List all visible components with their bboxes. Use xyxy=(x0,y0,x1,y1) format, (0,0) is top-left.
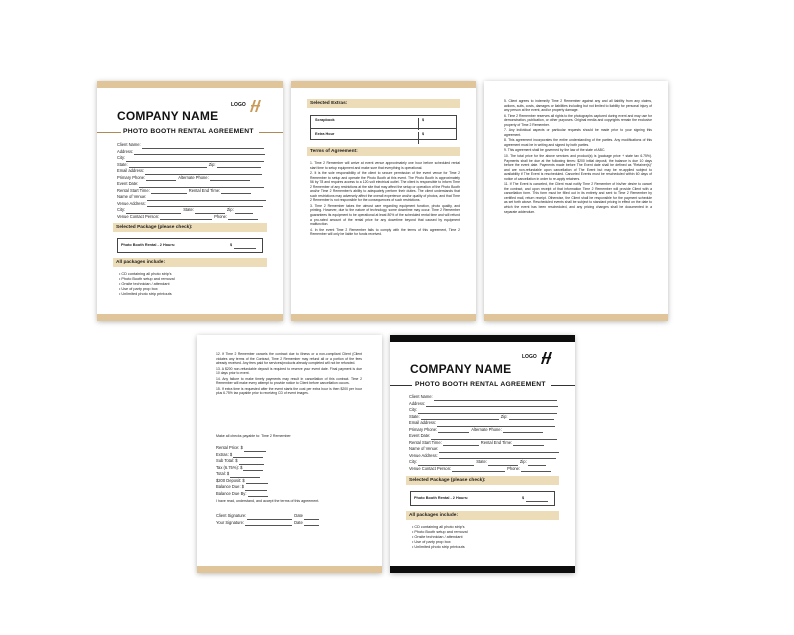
package-label: Photo Booth Rental - 2 Hours: xyxy=(121,243,176,247)
all-packages-heading: All packages include: xyxy=(113,258,267,267)
list-item: • Unlimited photo strip printouts xyxy=(119,292,175,297)
logo xyxy=(231,98,264,112)
term-item: 1. Time 2 Remember will arrive at event venue approximately one hour before scheduled rental start time to setup equipment and make sure that everything is operational. xyxy=(310,161,460,170)
extras-row-scrapbook[interactable]: Scrapbook $ xyxy=(311,115,456,127)
term-item: 3. Time 2 Remember takes the utmost care regarding equipment function, photo quality, and printing. However, due to the nature of technology, some downtime may occur. Time 2 Remember guarantees its equipment to be operational at least 80% of the scheduled rental time and will refund a pro-rated amount of the rental price for any downtime beyond that caused by equipment malfunction. xyxy=(310,203,460,227)
rental-price-line[interactable]: Rental Price: $ xyxy=(216,445,268,452)
agreement-page-4 xyxy=(197,335,382,573)
email-field[interactable]: Email address: xyxy=(117,168,266,175)
package-amount-line xyxy=(526,501,548,502)
address-field[interactable]: Address: xyxy=(409,401,559,408)
event-date-field[interactable]: Event Date: xyxy=(409,433,559,440)
selected-package-heading: Selected Package (please check): xyxy=(113,223,267,232)
top-black-band xyxy=(390,335,575,342)
term-item: 4. In the event Time 2 Remember fails to comply with the terms of this agreement, Time 2 Remember will only be liable for funds received. xyxy=(310,227,460,237)
agreement-title: PHOTO BOOTH RENTAL AGREEMENT xyxy=(415,381,546,388)
agreement-page-1 xyxy=(97,81,283,321)
term-item: 12. If Time 2 Remember cancels the contract due to illness or a non-compliant Client (Client violates any terms of the Contract, Time 2 Remember may refund all or a portion of the fees already received. Any fees paid for services/products already completed will not be refunded. xyxy=(216,352,362,366)
terms-list-part-3 xyxy=(216,352,362,397)
payment-lines xyxy=(216,445,268,497)
term-item: 5. Client agrees to indemnify Time 2 Remember against any and all liability from any claims, actions, suits, costs, damages or liabilities including but not limited to liability for personal injury of any person at the event, and/or property damage. xyxy=(504,99,652,113)
phone-fields[interactable]: Primary Phone: Alternate Phone: xyxy=(117,175,266,182)
list-item: • Photo Booth setup and removal xyxy=(119,277,175,282)
term-item: 9. This agreement shall be governed by the law of the state of ABC. xyxy=(504,148,606,153)
agreement-title: PHOTO BOOTH RENTAL AGREEMENT xyxy=(123,128,254,135)
client-info-fields xyxy=(409,394,559,472)
extras-line[interactable]: Extras: $ xyxy=(216,452,268,459)
client-signature-line[interactable]: Client Signature: Date xyxy=(216,513,319,520)
deposit-line[interactable]: $200 Deposit: $ xyxy=(216,478,268,485)
agreement-page-2 xyxy=(291,81,476,321)
your-signature-line[interactable]: Your Signature: Date xyxy=(216,520,319,527)
balance-due-by-line[interactable]: Balance Due By: xyxy=(216,491,268,498)
package-includes-list xyxy=(119,272,175,297)
package-label: Photo Booth Rental - 2 Hours: xyxy=(414,496,469,500)
balance-due-line[interactable]: Balance Due: $ xyxy=(216,484,268,491)
list-item: • Use of party prop box xyxy=(412,540,468,545)
event-date-field[interactable]: Event Date: xyxy=(117,181,266,188)
extras-row-extra-hour[interactable]: Extra Hour $ xyxy=(311,128,456,140)
list-item: • CD containing all photo strip's xyxy=(119,272,175,277)
email-field[interactable]: Email address: xyxy=(409,420,559,427)
terms-list-part-2 xyxy=(504,99,652,215)
terms-list-part-1 xyxy=(310,161,460,238)
list-item: • Photo Booth setup and removal xyxy=(412,530,468,535)
state-zip-field[interactable]: State: Zip: xyxy=(117,162,266,169)
title-rule-left xyxy=(97,132,121,133)
bottom-accent-band xyxy=(97,314,283,321)
venue-contact-field[interactable]: Venue Contact Person: Phone: xyxy=(409,466,559,473)
list-item: • Use of party prop box xyxy=(119,287,175,292)
package-amount: $ xyxy=(230,243,233,247)
list-item: • Onsite technician / attendant xyxy=(412,535,468,540)
client-name-field[interactable]: Client Name: xyxy=(117,142,266,149)
client-info-fields xyxy=(117,142,266,220)
package-includes-list xyxy=(412,525,468,550)
term-item: 15. If extra time is requested after the event starts the cost per extra hour is then $200 per hour plus 6.75% tax payable prior to receiving CD of event images. xyxy=(216,386,362,396)
bottom-accent-band xyxy=(291,314,476,321)
term-item: 7. Any individual aspects or particular requests should be made prior to your signing this agreement. xyxy=(504,128,652,137)
top-accent-band xyxy=(291,81,476,88)
term-item: 14. Any failure to make timely payments may result in cancellation of this contract. Time 2 Remember will make every attempt to provide notice to Client before cancellation occurs. xyxy=(216,376,362,386)
bottom-black-band xyxy=(390,566,575,573)
extras-heading: Selected Extras: xyxy=(307,99,460,108)
list-item: • CD containing all photo strip's xyxy=(412,525,468,530)
term-item: 13. A $200 non-refundable deposit is required to reserve your event date. Final payment is due 10 days prior to event. xyxy=(216,366,362,376)
term-item: 8. This agreement incorporates the entire understanding of the parties. Any modifications of this agreement must be in writing and signed by both parties. xyxy=(504,138,652,147)
city-field[interactable]: City: xyxy=(117,155,266,162)
bottom-accent-band xyxy=(197,566,382,573)
logo xyxy=(522,350,555,364)
venue-city-state-zip-field[interactable]: City: State: Zip: xyxy=(409,459,559,466)
package-box[interactable] xyxy=(117,238,263,253)
agreement-page-3 xyxy=(484,81,668,321)
package-amount: $ xyxy=(522,496,525,500)
venue-name-field[interactable]: Name of Venue: xyxy=(409,446,559,453)
total-line[interactable]: Total: $ xyxy=(216,471,268,478)
agreement-page-5-black xyxy=(390,335,575,573)
extras-table xyxy=(310,115,457,140)
logo-mark-icon xyxy=(539,350,555,364)
client-name-field[interactable]: Client Name: xyxy=(409,394,559,401)
terms-heading: Terms of Agreement: xyxy=(307,147,460,156)
logo-text: LOGO xyxy=(522,354,537,360)
list-item: • Onsite technician / attendant xyxy=(119,282,175,287)
city-field[interactable]: City: xyxy=(409,407,559,414)
package-amount-line xyxy=(234,248,256,249)
term-item: 2. It is the sole responsibility of the client to secure permission of the event venue for Time 2 Remember to setup and operate the Photo Booth at this event. The Photo Booth is approximately 56 by 78 and requires access to a 120-volt electrical outlet. The client is responsible to inform Time 2 Remember of any restrictions at the site that may affect the setup or operation of the Photo Booth and/or Time 2 Remember's ability to adequately perform their duties. The client understands that such restrictions may adversely affect the overall experience and/or quality of photos, and that Time 2 Remember is not responsible for the consequences of such restrictions. xyxy=(310,171,460,203)
term-item: 10. The total price for the above services and product(s) is (package price + state tax 6.75%). Payments shall be due at the following times: $200 initial deposit, the balance is due 10 days before the event date. Payments made before The Event date shall be defined as "Retainer(s)" and are non-refundable upon cancellation of The Event but may be re-applied subject to availability if The Event is rescheduled. Canceled Events must be rescheduled within 60 days of notice of cancellation in order to re-apply retainers. xyxy=(504,154,652,181)
term-item: 11. If The Event is canceled, the Client must notify Time 2 Remember of his/her desire to cancel the contract, and upon receipt of that information Time 2 Remember will provide Client with a cancellation form. This form must be filled out in its entirety and sent to Time 2 Remember by certified mail, return receipt. Otherwise, the Client shall be responsible for the payment schedule as set forth above. Rescheduled events shall be subject to standard pricing in effect on the date to which the event has been rescheduled, and any pricing changes shall be documented in a separate addendum. xyxy=(504,182,652,214)
address-field[interactable]: Address: xyxy=(117,149,266,156)
rental-time-fields[interactable]: Rental Start Time: Rental End Time: xyxy=(409,440,559,447)
title-rule-right xyxy=(551,385,575,386)
bottom-accent-band xyxy=(484,314,668,321)
venue-city-state-zip-field[interactable]: City: State: Zip: xyxy=(117,207,266,214)
rental-time-fields[interactable]: Rental Start Time: Rental End Time: xyxy=(117,188,266,195)
logo-text: LOGO xyxy=(231,102,246,108)
selected-package-heading: Selected Package (please check): xyxy=(406,476,559,485)
all-packages-heading: All packages include: xyxy=(406,511,559,520)
venue-address-field[interactable]: Venue Address: xyxy=(117,201,266,208)
sub-total-line[interactable]: Sub Total: $ xyxy=(216,458,268,465)
logo-mark-icon xyxy=(248,98,264,112)
company-name: COMPANY NAME xyxy=(410,362,512,376)
term-item: 6. Time 2 Remember reserves all rights to the photographs captured during event and may use for demonstration, publication, or other purposes. Original media and copyrights remain the exclusive property of Time 2 Remember. xyxy=(504,113,652,127)
signature-lines xyxy=(216,513,319,526)
company-name: COMPANY NAME xyxy=(117,109,219,123)
phone-fields[interactable]: Primary Phone: Alternate Phone: xyxy=(409,427,559,434)
list-item: • Unlimited photo strip printouts xyxy=(412,545,468,550)
venue-contact-field[interactable]: Venue Contact Person: Phone: xyxy=(117,214,266,221)
venue-address-field[interactable]: Venue Address: xyxy=(409,453,559,460)
title-rule-left xyxy=(390,385,412,386)
package-box[interactable] xyxy=(410,491,555,506)
venue-name-field[interactable]: Name of Venue: xyxy=(117,194,266,201)
state-zip-field[interactable]: State: Zip: xyxy=(409,414,559,421)
tax-line[interactable]: Tax (6.75%): $ xyxy=(216,465,268,472)
acknowledgement: I have read, understand, and accept the terms of this agreement. xyxy=(216,499,320,503)
payment-section xyxy=(216,434,291,439)
top-accent-band xyxy=(97,81,283,88)
title-rule-right xyxy=(259,132,283,133)
checks-payable-note: Make all checks payable to: Time 2 Remember xyxy=(216,434,291,438)
